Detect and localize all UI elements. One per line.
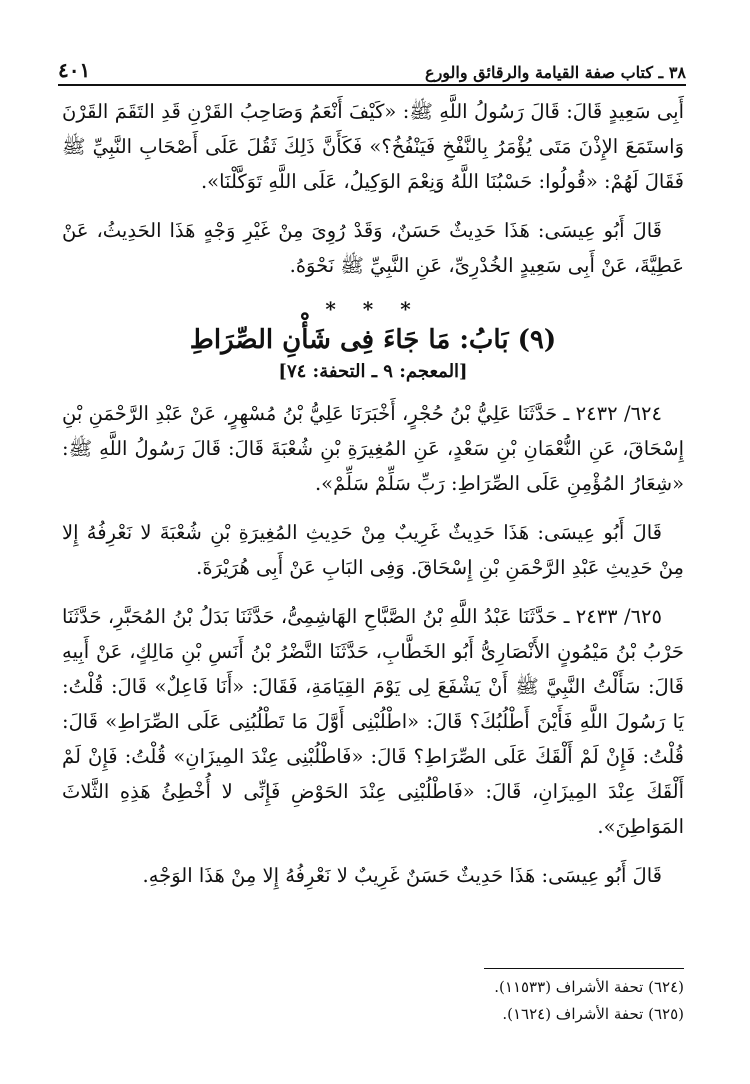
footnote: (٦٢٤) تحفة الأشراف (١١٥٣٣). — [494, 978, 684, 996]
hadith-paragraph: ٦٢٥/ ٢٤٣٣ ـ حَدَّثَنَا عَبْدُ اللَّهِ بْنُ الصَّبَّاحِ الهَاشِمِىُّ، حَدَّثَنَا بَدَلُ بْنُ المُحَبَّرِ، حَدَّثَنَا حَرْبُ بْنُ مَيْمُونٍ الأَنْصَارِىُّ أَبُو الخَطَّابِ، حَدَّثَنَا النَّضْرُ بْنُ أَنَسِ بْنِ مَالِكٍ، عَنْ أَبِيهِ قَالَ: سَأَلْتُ النَّبِيَّ ﷺ أَنْ يَشْفَعَ لِى يَوْمَ القِيَامَةِ، فَقَالَ: «أَنَا فَاعِلٌ» قَالَ: قُلْتُ: يَا رَسُولَ اللَّهِ فَأَيْنَ أَطْلُبُكَ؟ قَالَ: «اطْلُبْنِى أَوَّلَ مَا تَطْلُبُنِى عَلَى الصِّرَاطِ» قَالَ: قُلْتُ: فَإِنْ لَمْ أَلْقَكَ عَلَى الصِّرَاطِ؟ قَالَ: «فَاطْلُبْنِى عِنْدَ المِيزَانِ» قُلْتُ: فَإِنْ لَمْ أَلْقَكَ عِنْدَ المِيزَانِ، قَالَ: «فَاطْلُبْنِى عِنْدَ الحَوْضِ فَإِنِّى لا أُخْطِئُ هَذِهِ الثَّلاثَ المَوَاطِنَ». — [62, 605, 684, 838]
chapter-reference: [المعجم: ٩ ـ التحفة: ٧٤] — [278, 361, 468, 382]
footnote-rule — [484, 968, 684, 969]
chapter-heading: (٩) بَابُ: مَا جَاءَ فِى شَأْنِ الصِّرَاطِ — [189, 325, 557, 355]
commentary-paragraph: قَالَ أَبُو عِيسَى: هَذَا حَدِيثٌ حَسَنٌ غَرِيبٌ لا نَعْرِفُهُ إِلا مِنْ هَذَا الوَجْهِ. — [142, 864, 662, 887]
footnotes — [494, 974, 684, 1028]
header-rule — [58, 84, 686, 86]
page-header — [58, 52, 686, 82]
page-number: ٤٠١ — [58, 58, 91, 82]
footnote: (٦٢٥) تحفة الأشراف (١٦٢٤). — [502, 1005, 684, 1023]
hadith-paragraph: ٦٢٤/ ٢٤٣٢ ـ حَدَّثَنَا عَلِيُّ بْنُ حُجْرٍ، أَخْبَرَنَا عَلِيُّ بْنُ مُسْهِرٍ، عَنْ عَبْدِ الرَّحْمَنِ بْنِ إِسْحَاقَ، عَنِ النُّعْمَانِ بْنِ سَعْدٍ، عَنِ المُغِيرَةِ بْنِ شُعْبَةَ قَالَ: قَالَ رَسُولُ اللَّهِ ﷺ: «شِعَارُ المُؤْمِنِ عَلَى الصِّرَاطِ: رَبِّ سَلِّمْ سَلِّمْ». — [62, 402, 684, 495]
running-title: ٣٨ ـ كتاب صفة القيامة والرقائق والورع — [425, 63, 686, 82]
main-text — [62, 94, 684, 907]
section-separator: * * * — [325, 297, 421, 321]
commentary-paragraph: قَالَ أَبُو عِيسَى: هَذَا حَدِيثٌ غَرِيبٌ مِنْ حَدِيثِ المُغِيرَةِ بْنِ شُعْبَةَ لا نَعْرِفُهُ إِلا مِنْ حَدِيثِ عَبْدِ الرَّحْمَنِ بْنِ إِسْحَاقَ. وَفِى البَابِ عَنْ أَبِى هُرَيْرَةَ. — [62, 521, 684, 579]
commentary-paragraph: قَالَ أَبُو عِيسَى: هَذَا حَدِيثٌ حَسَنٌ، وَقَدْ رُوِىَ مِنْ غَيْرِ وَجْهٍ هَذَا الحَدِيثُ، عَنْ عَطِيَّةَ، عَنْ أَبِى سَعِيدٍ الخُدْرِىِّ، عَنِ النَّبِيِّ ﷺ نَحْوَهُ. — [62, 219, 684, 277]
hadith-paragraph: أَبِى سَعِيدٍ قَالَ: قَالَ رَسُولُ اللَّهِ ﷺ: «كَيْفَ أَنْعَمُ وَصَاحِبُ القَرْنِ قَدِ التَقَمَ القَرْنَ وَاستَمَعَ الإِذْنَ مَتَى يُؤْمَرُ بِالنَّفْخِ فَيَنْفُخُ؟» فَكَأَنَّ ذَلِكَ ثَقُلَ عَلَى أَصْحَابِ النَّبِيِّ ﷺ فَقَالَ لَهُمْ: «قُولُوا: حَسْبُنَا اللَّهُ وَنِعْمَ الوَكِيلُ، عَلَى اللَّهِ تَوَكَّلْنَا». — [62, 100, 684, 193]
